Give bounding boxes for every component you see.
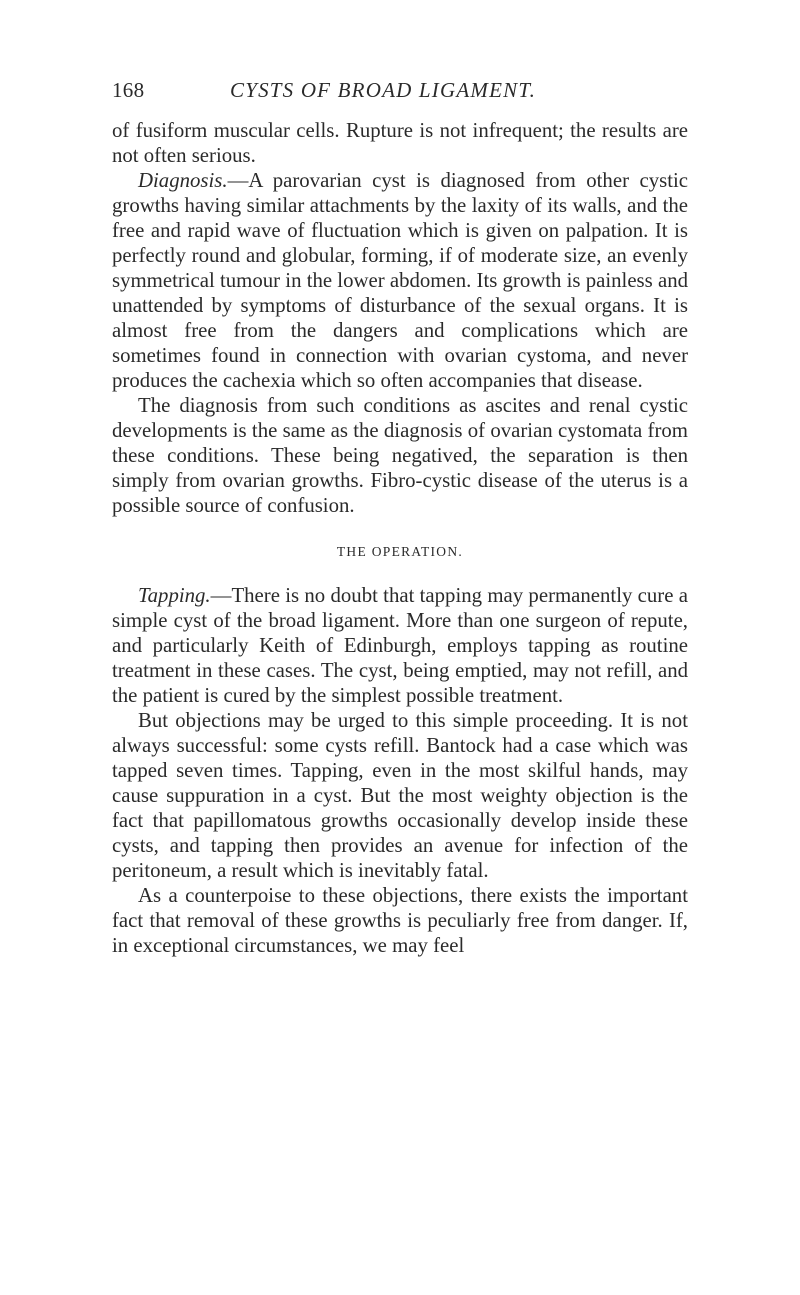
paragraph-objections: But objections may be urged to this simple proceeding. It is not always successful: some cysts refill. Bantock had a case which was tapped seven times. Tapping, even in the most skilful hands, may cause suppuration in a cyst. But the most weighty objection is the fact that papillomatous growths occasionally develop inside these cysts, and tapping then provides an avenue for infection of the peritoneum, a result which is inevitably fatal. [112, 709, 688, 882]
section-heading: THE OPERATION. [336, 544, 464, 559]
paragraph-counterpoise: As a counterpoise to these objections, there exists the important fact that removal of these growths is peculiarly free from danger. If, in exceptional circumstances, we may feel [112, 884, 688, 957]
diagnosis-lead: Diagnosis. [138, 169, 228, 192]
page-number: 168 [112, 78, 145, 102]
tapping-text: —There is no doubt that tapping may permanently cure a simple cyst of the broad ligament. More than one surgeon of repute, and particularly Keith of Edinburgh, employs tapping as routine treatment in these cases. The cyst, being emptied, may not refill, and the patient is cured by the simplest possible treatment. [112, 584, 688, 707]
paragraph-continuation: of fusiform muscular cells. Rupture is not infrequent; the results are not often serious. [112, 119, 688, 167]
running-title: CYSTS OF BROAD LIGAMENT. [230, 78, 537, 102]
running-head [112, 78, 702, 108]
tapping-lead: Tapping. [138, 584, 211, 607]
paragraph-diagnosis [112, 168, 688, 393]
diagnosis-text: —A parovarian cyst is diagnosed from other cystic growths having similar attachments by the laxity of its walls, and the free and rapid wave of fluctuation which is given on palpation. It is perfectly round and globular, forming, if of moderate size, an evenly symmetrical tumour in the lower abdomen. Its growth is painless and unattended by symptoms of disturbance of the sexual organs. It is almost free from the dangers and complications which are sometimes found in connection with ovarian cystoma, and never produces the cachexia which so often accompanies that disease. [112, 169, 688, 392]
paragraph-tapping [112, 583, 688, 708]
paragraph-differential: The diagnosis from such conditions as ascites and renal cystic developments is the same as the diagnosis of ovarian cystomata from these conditions. These being negatived, the separation is then simply from ovarian growths. Fibro-cystic disease of the uterus is a possible source of confusion. [112, 394, 688, 517]
body-text [112, 118, 688, 958]
